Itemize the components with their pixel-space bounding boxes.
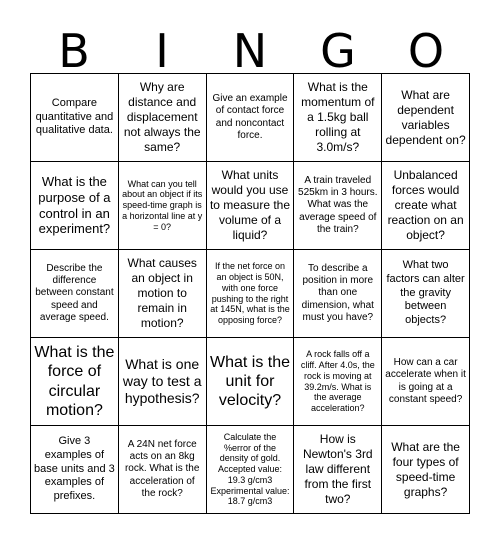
bingo-cell[interactable]	[382, 74, 470, 162]
cell-text: If the net force on an object is 50N, with one force pushing to the right at 145N, what is the opposing force?	[210, 261, 290, 326]
bingo-cell[interactable]	[294, 338, 382, 426]
bingo-cell[interactable]	[119, 426, 207, 514]
cell-text: What is the force of circular motion?	[34, 344, 115, 419]
cell-text: How is Newton's 3rd law different from the first two?	[302, 432, 373, 506]
bingo-cell[interactable]	[119, 74, 207, 162]
bingo-cell[interactable]	[294, 162, 382, 250]
cell-text: How can a car accelerate when it is going at a constant speed?	[385, 357, 466, 405]
bingo-cell[interactable]	[207, 162, 295, 250]
bingo-cell[interactable]	[207, 338, 295, 426]
header-letter-i: I	[155, 24, 169, 78]
cell-text: Give 3 examples of base units and 3 examples of prefixes.	[34, 435, 115, 503]
cell-text: What causes an object in motion to remain in motion?	[127, 256, 197, 330]
cell-text: What is the momentum of a 1.5kg ball rolling at 3.0m/s?	[301, 80, 375, 154]
bingo-card	[30, 73, 470, 514]
cell-text: Compare quantitative and qualitative data.	[35, 96, 114, 137]
cell-text: What can you tell about an object if its speed-time graph is a horizontal line at y = 0?	[122, 178, 203, 232]
cell-text: What is one way to test a hypothesis?	[122, 355, 202, 407]
bingo-cell[interactable]	[119, 162, 207, 250]
cell-text: What are the four types of speed-time graphs?	[391, 439, 460, 499]
bingo-cell[interactable]	[294, 74, 382, 162]
bingo-cell[interactable]	[207, 74, 295, 162]
cell-text: Give an example of contact force and noncontact force.	[212, 93, 288, 141]
bingo-cell[interactable]	[31, 426, 119, 514]
cell-text: A train traveled 525km in 3 hours. What was the average speed of the train?	[298, 175, 378, 235]
cell-text: What is the purpose of a control in an experiment?	[38, 173, 111, 237]
cell-text: What units would you use to measure the volume of a liquid?	[209, 168, 291, 242]
header-letter-g: G	[320, 24, 356, 78]
header-letter-o: O	[407, 24, 445, 78]
bingo-cell[interactable]	[31, 338, 119, 426]
header-letter-b: B	[58, 24, 90, 78]
cell-text: What is the unit for velocity?	[209, 353, 290, 410]
bingo-cell[interactable]	[119, 338, 207, 426]
bingo-cell[interactable]	[31, 162, 119, 250]
bingo-header	[30, 22, 470, 80]
cell-text: A 24N net force acts on an 8kg rock. What is the acceleration of the rock?	[124, 439, 200, 499]
bingo-cell[interactable]	[294, 250, 382, 338]
bingo-cell[interactable]	[31, 74, 119, 162]
bingo-cell[interactable]	[207, 250, 295, 338]
bingo-cell[interactable]	[294, 426, 382, 514]
bingo-cell[interactable]	[382, 426, 470, 514]
bingo-cell[interactable]	[31, 250, 119, 338]
cell-text: What are dependent variables dependent on?	[385, 87, 466, 147]
bingo-cell[interactable]	[382, 250, 470, 338]
bingo-cell[interactable]	[382, 338, 470, 426]
bingo-cell[interactable]	[382, 162, 470, 250]
cell-text: To describe a position in more than one dimension, what must you have?	[301, 263, 374, 323]
cell-text: A rock falls off a cliff. After 4.0s, the rock is moving at 39.2m/s. What is the average acceleration?	[300, 349, 375, 414]
cell-text: What two factors can alter the gravity between objects?	[386, 259, 465, 327]
cell-text: Describe the difference between constant speed and average speed.	[35, 263, 114, 323]
bingo-cell[interactable]	[207, 426, 295, 514]
header-letter-n: N	[232, 24, 268, 78]
bingo-cell[interactable]	[119, 250, 207, 338]
cell-text: Unbalanced forces would create what reaction on an object?	[387, 168, 464, 242]
cell-text: Calculate the %error of the density of gold. Accepted value: 19.3 g/cm3 Experimental value: 18.7 g/cm3	[210, 431, 290, 507]
cell-text: Why are distance and displacement not always the same?	[123, 80, 201, 154]
